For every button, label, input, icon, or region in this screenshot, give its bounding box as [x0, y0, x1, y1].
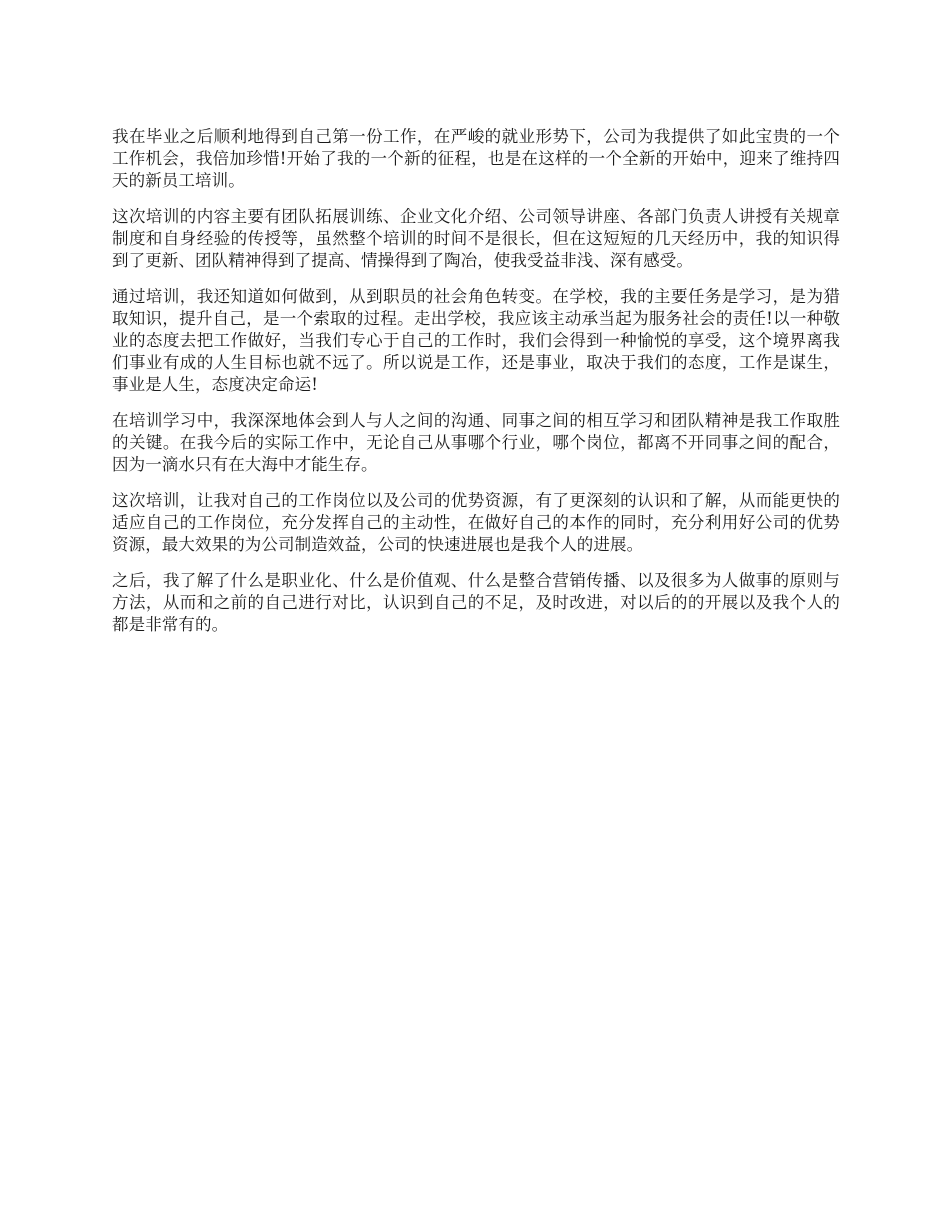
paragraph-1: 我在毕业之后顺利地得到自己第一份工作，在严峻的就业形势下，公司为我提供了如此宝贵的一个工作机会，我倍加珍惜!开始了我的一个新的征程，也是在这样的一个全新的开始中，迎来了维持四天的新员工培训。 — [112, 127, 840, 190]
document-body — [112, 126, 840, 650]
paragraph-3: 通过培训，我还知道如何做到，从到职员的社会角色转变。在学校，我的主要任务是学习，是为猎取知识，提升自己，是一个索取的过程。走出学校，我应该主动承当起为服务社会的责任!以一种敬业的态度去把工作做好，当我们专心于自己的工作时，我们会得到一种愉悦的享受，这个境界离我们事业有成的人生目标也就不远了。所以说是工作，还是事业，取决于我们的态度，工作是谋生，事业是人生，态度决定命运! — [112, 287, 840, 394]
paragraph-4: 在培训学习中，我深深地体会到人与人之间的沟通、同事之间的相互学习和团队精神是我工作取胜的关键。在我今后的实际工作中，无论自己从事哪个行业，哪个岗位，都离不开同事之间的配合，因为一滴水只有在大海中才能生存。 — [112, 411, 840, 474]
paragraph-2: 这次培训的内容主要有团队拓展训练、企业文化介绍、公司领导讲座、各部门负责人讲授有关规章制度和自身经验的传授等，虽然整个培训的时间不是很长，但在这短短的几天经历中，我的知识得到了更新、团队精神得到了提高、情操得到了陶冶，使我受益非浅、深有感受。 — [112, 207, 840, 270]
paragraph-6: 之后，我了解了什么是职业化、什么是价值观、什么是整合营销传播、以及很多为人做事的原则与方法，从而和之前的自己进行对比，认识到自己的不足，及时改进，对以后的的开展以及我个人的都是非常有的。 — [112, 571, 840, 634]
paragraph-5: 这次培训，让我对自己的工作岗位以及公司的优势资源，有了更深刻的认识和了解，从而能更快的适应自己的工作岗位，充分发挥自己的主动性，在做好自己的本作的同时，充分利用好公司的优势资源，最大效果的为公司制造效益，公司的快速进展也是我个人的进展。 — [112, 491, 840, 554]
